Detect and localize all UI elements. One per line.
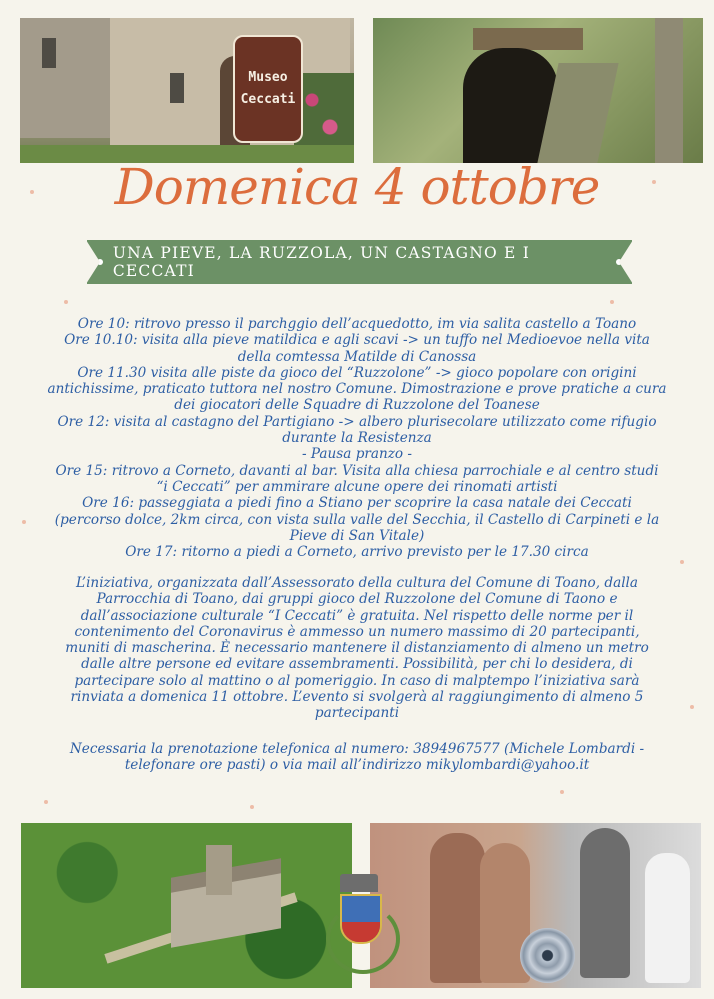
subtitle-banner (87, 240, 632, 284)
info-line: muniti di mascherina. È necessario mantenere il distanziamento di almeno un metro (65, 640, 649, 657)
program-line: Ore 10: ritrovo presso il parchggio dell’acquedotto, im via salita castello a Toano (77, 316, 637, 332)
museum-sign-line2: Ceccati (240, 92, 296, 107)
booking-line: telefonare ore pasti) o via mail all’indirizzo mikylombardi@yahoo.it (124, 757, 590, 774)
paint-speck (610, 300, 614, 304)
info-line: partecipare solo al mattino o al pomeriggio. In caso di malptempo l’iniziativa sarà (74, 672, 640, 689)
program-line: Pieve di San Vitale) (289, 527, 425, 544)
info-line: dall’associazione culturale “I Ceccati” è gratuita. Nel rispetto delle norme per il (80, 607, 634, 624)
program-line: della comtessa Matilde di Canossa (237, 348, 477, 365)
program-line: Ore 17: ritorno a piedi a Corneto, arrivo previsto per le 17.30 circa (125, 544, 589, 561)
ruzzola-wheel-icon (520, 928, 575, 983)
program-line: dei giocatori delle Squadre di Ruzzolone del Toanese (174, 397, 540, 414)
church-aerial-photo (21, 823, 352, 988)
program-schedule (14, 316, 700, 560)
program-line: Ore 12: visita al castagno del Partigiano -> albero plurisecolare utilizzato come rifugio (57, 413, 657, 430)
page-title: Domenica 4 ottobre (114, 158, 600, 216)
municipal-coat-of-arms-icon (322, 874, 396, 976)
program-line: Ore 10.10: visita alla pieve matildica e agli scavi -> un tuffo nel Medioevoe nella vita (64, 332, 650, 349)
bullet-dot-icon (616, 259, 622, 265)
museum-photo (20, 18, 354, 163)
ruzzola-players-photo (370, 823, 701, 988)
paint-speck (64, 300, 68, 304)
program-line: Ore 15: ritrovo a Corneto, davanti al bar. Visita alla chiesa parrochiale e al centro studi (55, 462, 659, 479)
info-line: contenimento del Coronavirus è ammesso un numero massimo di 20 partecipanti, (74, 623, 640, 640)
info-line: rinviata a domenica 11 ottobre. L’evento si svolgerà al raggiungimento di almeno 5 (70, 689, 644, 706)
subtitle-text: UNA PIEVE, LA RUZZOLA, UN CASTAGNO E I CECCATI (112, 244, 531, 280)
cave-photo (373, 18, 703, 163)
program-line: (percorso dolce, 2km circa, con vista sulla valle del Secchia, il Castello di Carpineti e la (54, 511, 660, 528)
paint-speck (250, 805, 254, 809)
info-line: partecipanti (314, 705, 400, 722)
museum-sign (233, 35, 303, 143)
paint-speck (680, 560, 684, 564)
booking-line: Necessaria la prenotazione telefonica al numero: 3894967577 (Michele Lombardi - (69, 741, 645, 757)
program-line: Ore 11.30 visita alle piste da gioco del “Ruzzolone” -> gioco popolare con origini (77, 364, 637, 381)
paint-speck (44, 800, 48, 804)
info-line: L’iniziativa, organizzata dall’Assessorato della cultura del Comune di Toano, dalla (76, 575, 638, 591)
museum-sign-line1: Museo (248, 70, 288, 85)
program-line: durante la Resistenza (282, 430, 432, 447)
bullet-dot-icon (97, 259, 103, 265)
program-line: antichissime, praticato tuttora nel nostro Comune. Dimostrazione e prove pratiche a cura (47, 381, 667, 398)
paint-speck (560, 790, 564, 794)
program-line: Ore 16: passeggiata a piedi fino a Stiano per scoprire la casa natale dei Ceccati (82, 495, 632, 512)
info-line: dalle altre persone ed evitare assembramenti. Possibilità, per chi lo desidera, di (81, 656, 633, 673)
program-line: “i Ceccati” per ammirare alcune opere dei rinomati artisti (156, 478, 558, 495)
program-line: - Pausa pranzo - (301, 446, 413, 463)
info-line: Parrocchia di Toano, dai gruppi gioco del Ruzzolone del Comune di Taono e (96, 591, 618, 608)
booking-info (14, 741, 700, 774)
event-info-paragraph (14, 575, 700, 722)
